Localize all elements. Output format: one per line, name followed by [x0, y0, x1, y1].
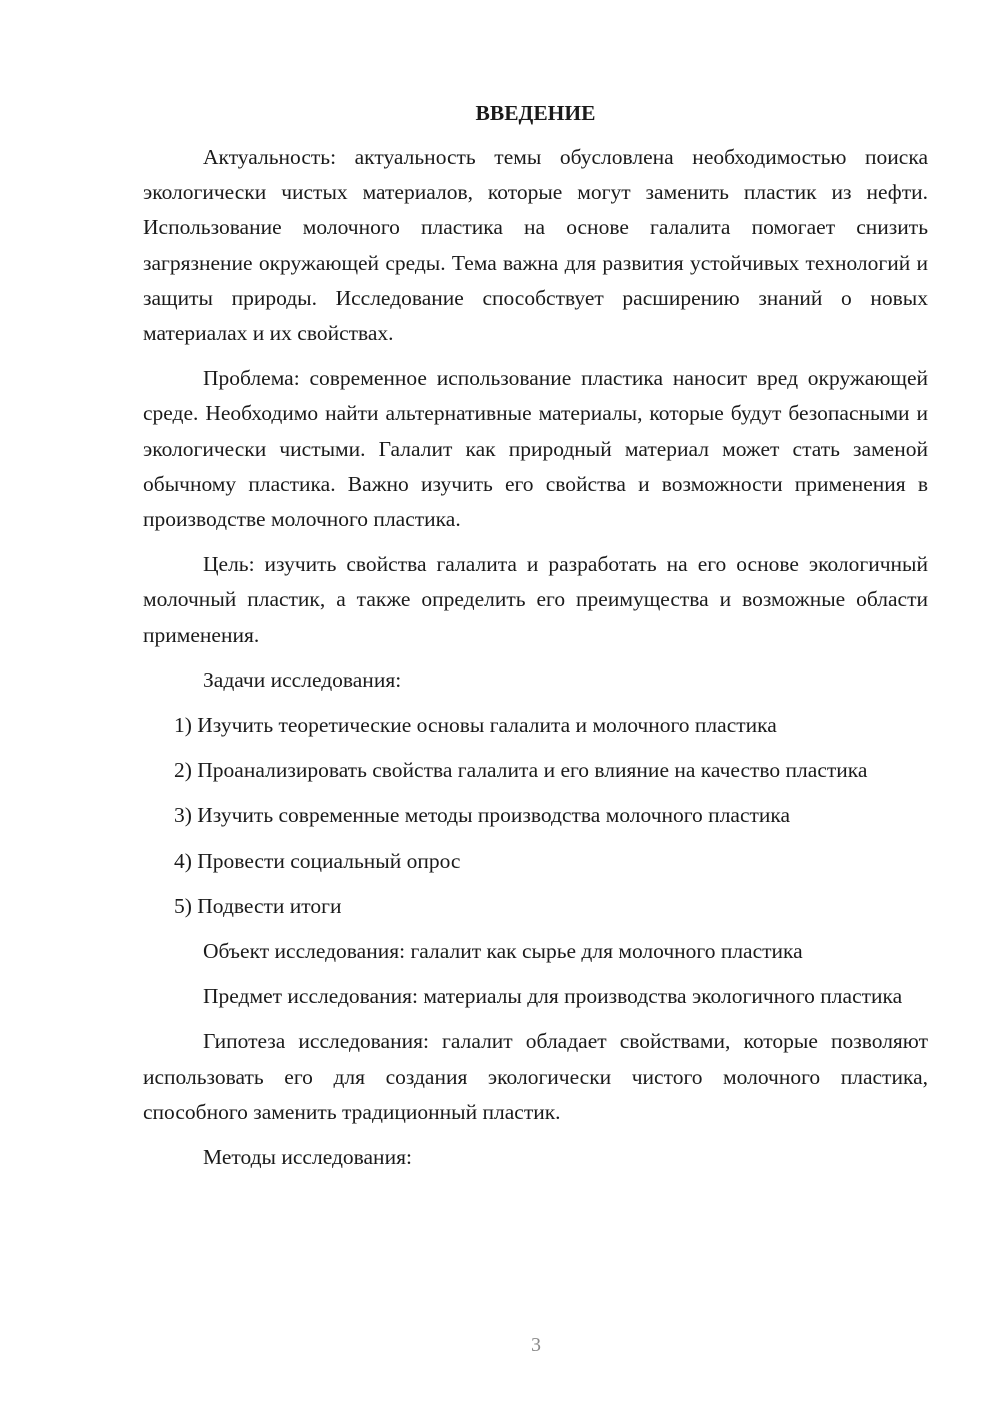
methods-heading: Методы исследования: [203, 1145, 412, 1170]
tasks-heading: Задачи исследования: [203, 667, 402, 692]
task-item: 2) Проанализировать свойства галалита и его влияние на качество пластика [174, 758, 868, 783]
subject-paragraph: Предмет исследования: материалы для производства экологичного пластика [203, 984, 903, 1009]
section-title: ВВЕДЕНИЕ [475, 101, 596, 125]
page-content [143, 96, 928, 1185]
hypothesis-paragraph: Гипотеза исследования: галалит обладает свойствами, которые позволяют использовать его для создания экологически чистого молочного пластика, способного заменить традиционный пластик. [143, 1029, 928, 1124]
relevance-paragraph: Актуальность: актуальность темы обусловлена необходимостью поиска экологически чистых материалов, которые могут заменить пластик из нефти. Использование молочного пластика на основе галалита помогает снизить загрязнение окружающей среды. Тема важна для развития устойчивых технологий и защиты природы. Исследование способствует расширению знаний о новых материалах и их свойствах. [143, 145, 928, 346]
page-number: 3 [531, 1334, 541, 1356]
task-item: 5) Подвести итоги [174, 893, 342, 918]
goal-paragraph: Цель: изучить свойства галалита и разработать на его основе экологичный молочный пластик, а также определить его преимущества и возможные области применения. [143, 552, 928, 647]
problem-paragraph: Проблема: современное использование пластика наносит вред окружающей среде. Необходимо найти альтернативные материалы, которые будут безопасными и экологически чистыми. Галалит как природный материал может стать заменой обычному пластика. Важно изучить его свойства и возможности применения в производстве молочного пластика. [143, 366, 928, 532]
object-paragraph: Объект исследования: галалит как сырье для молочного пластика [203, 939, 803, 964]
task-item: 4) Провести социальный опрос [174, 848, 461, 873]
task-item: 1) Изучить теоретические основы галалита и молочного пластика [174, 713, 777, 738]
task-item: 3) Изучить современные методы производства молочного пластика [174, 803, 791, 828]
